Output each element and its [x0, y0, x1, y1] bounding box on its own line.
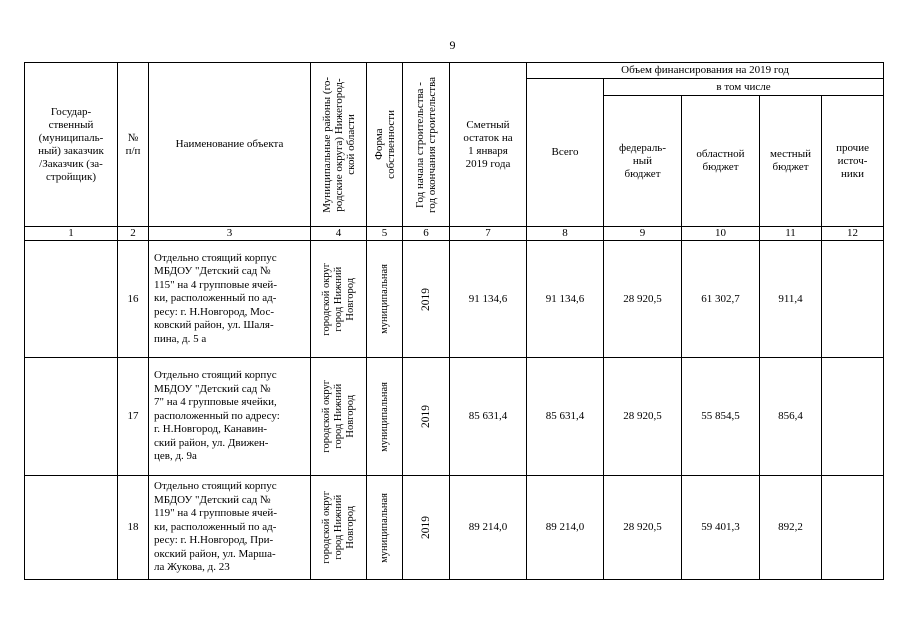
- column-number: 12: [822, 227, 884, 241]
- header-ownership: [367, 63, 403, 227]
- row-ownership: [367, 358, 403, 476]
- row-ownership-text: муниципальная: [378, 264, 390, 334]
- financing-table: [24, 62, 884, 580]
- column-number: 9: [604, 227, 682, 241]
- header-balance: [450, 63, 527, 227]
- column-number: 5: [367, 227, 403, 241]
- row-ownership: [367, 241, 403, 358]
- row-object-name-text: Отдельно стоящий корпус МБДОУ "Детский сад № 119" на 4 групповые ячей- ки, расположенный по ад- ресу: г. Н.Новгород, При- окский район, ул. Марша- ла Жукова, д. 23: [154, 480, 277, 574]
- row-object-name: [149, 476, 311, 580]
- header-balance-label: Сметный остаток на 1 января 2019 года: [463, 118, 513, 170]
- header-number: [118, 63, 149, 227]
- row-other: [822, 476, 884, 580]
- header-years-label: Год начала строительства - год окончания строительства: [414, 76, 438, 213]
- row-balance: 89 214,0: [450, 476, 527, 580]
- row-ownership: [367, 476, 403, 580]
- row-total: 91 134,6: [527, 241, 604, 358]
- row-number: 17: [118, 358, 149, 476]
- header-number-label: № п/п: [125, 131, 141, 157]
- column-number: 11: [760, 227, 822, 241]
- column-number: 7: [450, 227, 527, 241]
- header-local: [760, 96, 822, 227]
- column-number: 3: [149, 227, 311, 241]
- column-number: 4: [311, 227, 367, 241]
- header-total: [527, 79, 604, 227]
- row-object-name: [149, 358, 311, 476]
- header-including: [604, 79, 884, 96]
- row-years: [403, 241, 450, 358]
- header-including-label: в том числе: [716, 80, 771, 93]
- column-number: 1: [25, 227, 118, 241]
- row-years: [403, 476, 450, 580]
- row-local: 911,4: [760, 241, 822, 358]
- row-federal: 28 920,5: [604, 476, 682, 580]
- header-federal: [604, 96, 682, 227]
- header-customer: [25, 63, 118, 227]
- page-number: 9: [449, 38, 456, 52]
- row-district: [311, 358, 367, 476]
- header-federal-label: федераль- ный бюджет: [619, 141, 666, 180]
- row-years-text: 2019: [420, 516, 432, 539]
- row-federal: 28 920,5: [604, 358, 682, 476]
- row-district-text: городской округ город Нижний Новгород: [320, 491, 356, 564]
- row-years-text: 2019: [420, 287, 432, 311]
- header-funding-group: [527, 63, 884, 79]
- header-customer-label: Государ- ственный (муниципаль- ный) заказчик /Заказчик (за- стройщик): [38, 105, 104, 183]
- row-object-name-text: Отдельно стоящий корпус МБДОУ "Детский сад № 7" на 4 групповые ячейки, расположенный по адресу: г. Н.Новгород, Канавин- ский район, ул. Движен- цев, д. 9а: [154, 369, 280, 463]
- row-regional: 55 854,5: [682, 358, 760, 476]
- row-total: 85 631,4: [527, 358, 604, 476]
- column-number: 10: [682, 227, 760, 241]
- row-number: 18: [118, 476, 149, 580]
- row-local: 892,2: [760, 476, 822, 580]
- column-number-row: [25, 227, 884, 241]
- row-balance: 91 134,6: [450, 241, 527, 358]
- row-district: [311, 476, 367, 580]
- header-object-name: [149, 63, 311, 227]
- header-other-label: прочие источ- ники: [836, 141, 869, 180]
- row-other: [822, 358, 884, 476]
- row-district-text: городской округ город Нижний Новгород: [320, 262, 356, 336]
- header-local-label: местный бюджет: [770, 148, 811, 173]
- header-object-name-label: Наименование объекта: [175, 138, 284, 150]
- header-districts-label: Муниципальные районы (го- родские округа) Нижегород- ской области: [320, 76, 357, 213]
- row-local: 856,4: [760, 358, 822, 476]
- row-federal: 28 920,5: [604, 241, 682, 358]
- header-ownership-label: Форма собственности: [372, 110, 397, 179]
- row-total: 89 214,0: [527, 476, 604, 580]
- header-years: [403, 63, 450, 227]
- column-number: 2: [118, 227, 149, 241]
- header-regional-label: областной бюджет: [696, 148, 745, 173]
- row-customer: [25, 476, 118, 580]
- row-years-text: 2019: [420, 405, 432, 428]
- row-years: [403, 358, 450, 476]
- row-regional: 59 401,3: [682, 476, 760, 580]
- table-row: [25, 358, 884, 476]
- row-ownership-text: муниципальная: [378, 492, 390, 563]
- column-number: 8: [527, 227, 604, 241]
- row-object-name: [149, 241, 311, 358]
- row-customer: [25, 241, 118, 358]
- row-object-name-text: Отдельно стоящий корпус МБДОУ "Детский сад № 115" на 4 групповые ячей- ки, расположенный по ад- ресу: г. Н.Новгород, Мос- ковский район, ул. Шаля- пина, д. 5 а: [154, 251, 277, 345]
- row-number: 16: [118, 241, 149, 358]
- column-number: 6: [403, 227, 450, 241]
- row-other: [822, 241, 884, 358]
- header-funding-group-label: Объем финансирования на 2019 год: [621, 64, 789, 76]
- row-balance: 85 631,4: [450, 358, 527, 476]
- table-row: [25, 241, 884, 358]
- row-district-text: городской округ город Нижний Новгород: [320, 380, 356, 453]
- row-regional: 61 302,7: [682, 241, 760, 358]
- header-regional: [682, 96, 760, 227]
- header-districts: [311, 63, 367, 227]
- table-row: [25, 476, 884, 580]
- row-ownership-text: муниципальная: [378, 381, 390, 452]
- row-customer: [25, 358, 118, 476]
- header-total-label: Всего: [551, 146, 579, 158]
- header-other: [822, 96, 884, 227]
- row-district: [311, 241, 367, 358]
